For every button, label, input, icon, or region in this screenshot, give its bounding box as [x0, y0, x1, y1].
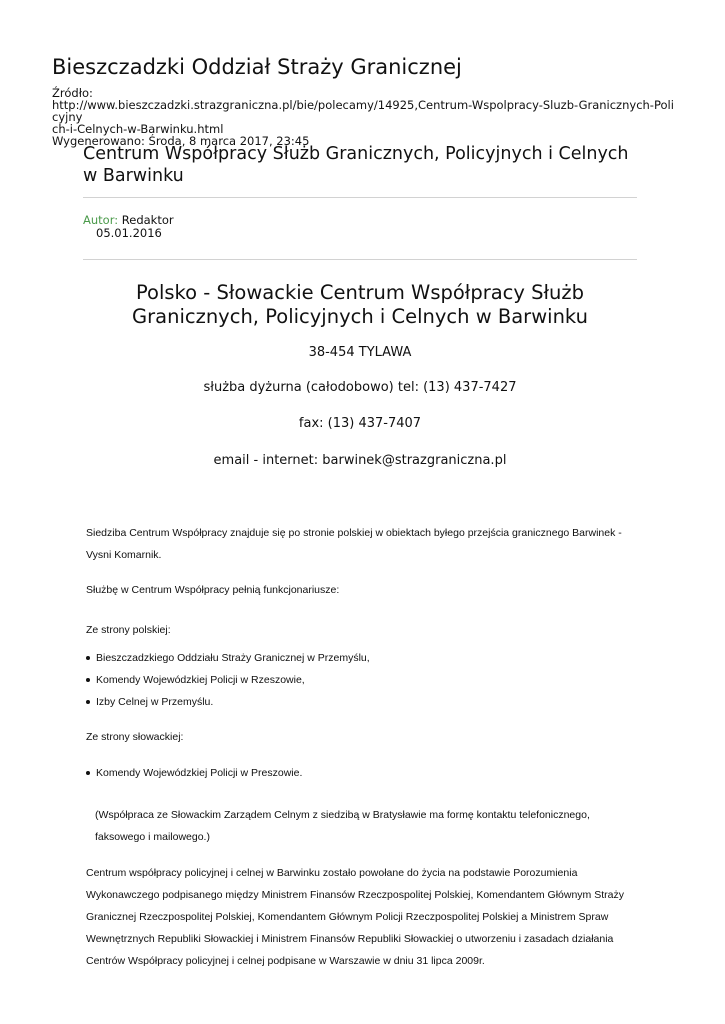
bullet-icon — [86, 771, 90, 775]
cooperation-note: (Współpraca ze Słowackim Zarządem Celnym z siedzibą w Bratysławie ma formę kontaktu telefonicznego, faksowego i mailowego.) — [95, 809, 590, 843]
slovak-side-label: Ze strony słowackiej: — [86, 731, 184, 743]
source-info — [52, 87, 677, 147]
list-item — [83, 691, 370, 713]
article-meta — [83, 214, 174, 240]
email-line: email - internet: barwinek@strazgraniczna.pl — [213, 453, 507, 468]
source-url-line-1: http://www.bieszczadzki.strazgraniczna.pl/bie/polecamy/14925,Centrum-Wspolpracy-Sluzb-Granicznych-Policyjny — [52, 98, 674, 124]
list-item — [83, 647, 370, 669]
polish-side-list — [83, 647, 370, 713]
author-name: Redaktor — [121, 213, 174, 227]
list-item-label: Komendy Wojewódzkiej Policji w Preszowie. — [96, 767, 303, 779]
bullet-icon — [86, 700, 90, 704]
list-item-label: Bieszczadzkiego Oddziału Straży Granicznej w Przemyślu, — [96, 652, 370, 664]
source-label: Źródło: — [52, 86, 93, 100]
bullet-icon — [86, 678, 90, 682]
address-line: 38-454 TYLAWA — [308, 345, 412, 360]
polish-side-label: Ze strony polskiej: — [86, 624, 171, 636]
divider-bottom — [83, 259, 637, 260]
fax-line: fax: (13) 437-7407 — [298, 416, 422, 431]
divider-top — [83, 197, 637, 198]
author-label: Autor: — [83, 213, 119, 227]
duty-phone-line: służba dyżurna (całodobowo) tel: (13) 437-7427 — [203, 380, 517, 395]
source-url-line-2: ch-i-Celnych-w-Barwinku.html — [52, 122, 224, 136]
list-item-label: Izby Celnej w Przemyślu. — [96, 696, 214, 708]
site-title: Bieszczadzki Oddział Straży Granicznej — [52, 55, 462, 79]
paragraph-legal-basis: Centrum współpracy policyjnej i celnej w Barwinku zostało powołane do życia na podstawie Porozumienia Wykonawczego podpisanego między Ministrem Finansów Rzeczpospolitej Polskiej, Komendantem Głównym Straży Granicznej Rzeczpospolitej Polskiej, Komendantem Głównym Policji Rzeczpospolitej Polskiej a Ministrem Spraw Wewnętrznych Republiki Słowackiej i Ministrem Finansów Republiki Słowackiej o utworzeniu i zasadach działania Centrów Współpracy policyjnej i celnej podpisane w Warszawie w dniu 31 lipca 2009r. — [86, 867, 624, 967]
generated-timestamp: Wygenerowano: Środa, 8 marca 2017, 23:45 — [52, 134, 310, 148]
list-item — [83, 762, 302, 784]
paragraph-seat: Siedziba Centrum Współpracy znajduje się po stronie polskiej w obiektach byłego przejścia granicznego Barwinek - Vysni Komarnik. — [86, 527, 622, 561]
paragraph-service: Służbę w Centrum Współpracy pełnią funkcjonariusze: — [86, 584, 340, 596]
publication-date: 05.01.2016 — [96, 226, 162, 240]
source-url-link[interactable] — [52, 99, 677, 135]
bullet-icon — [86, 656, 90, 660]
list-item — [83, 669, 370, 691]
content-heading: Polsko - Słowackie Centrum Współpracy Służb Granicznych, Policyjnych i Celnych w Barwinku — [132, 281, 588, 328]
slovak-side-list — [83, 762, 302, 784]
article-title: Centrum Współpracy Służb Granicznych, Policyjnych i Celnych w Barwinku — [83, 144, 629, 186]
list-item-label: Komendy Wojewódzkiej Policji w Rzeszowie, — [96, 674, 305, 686]
